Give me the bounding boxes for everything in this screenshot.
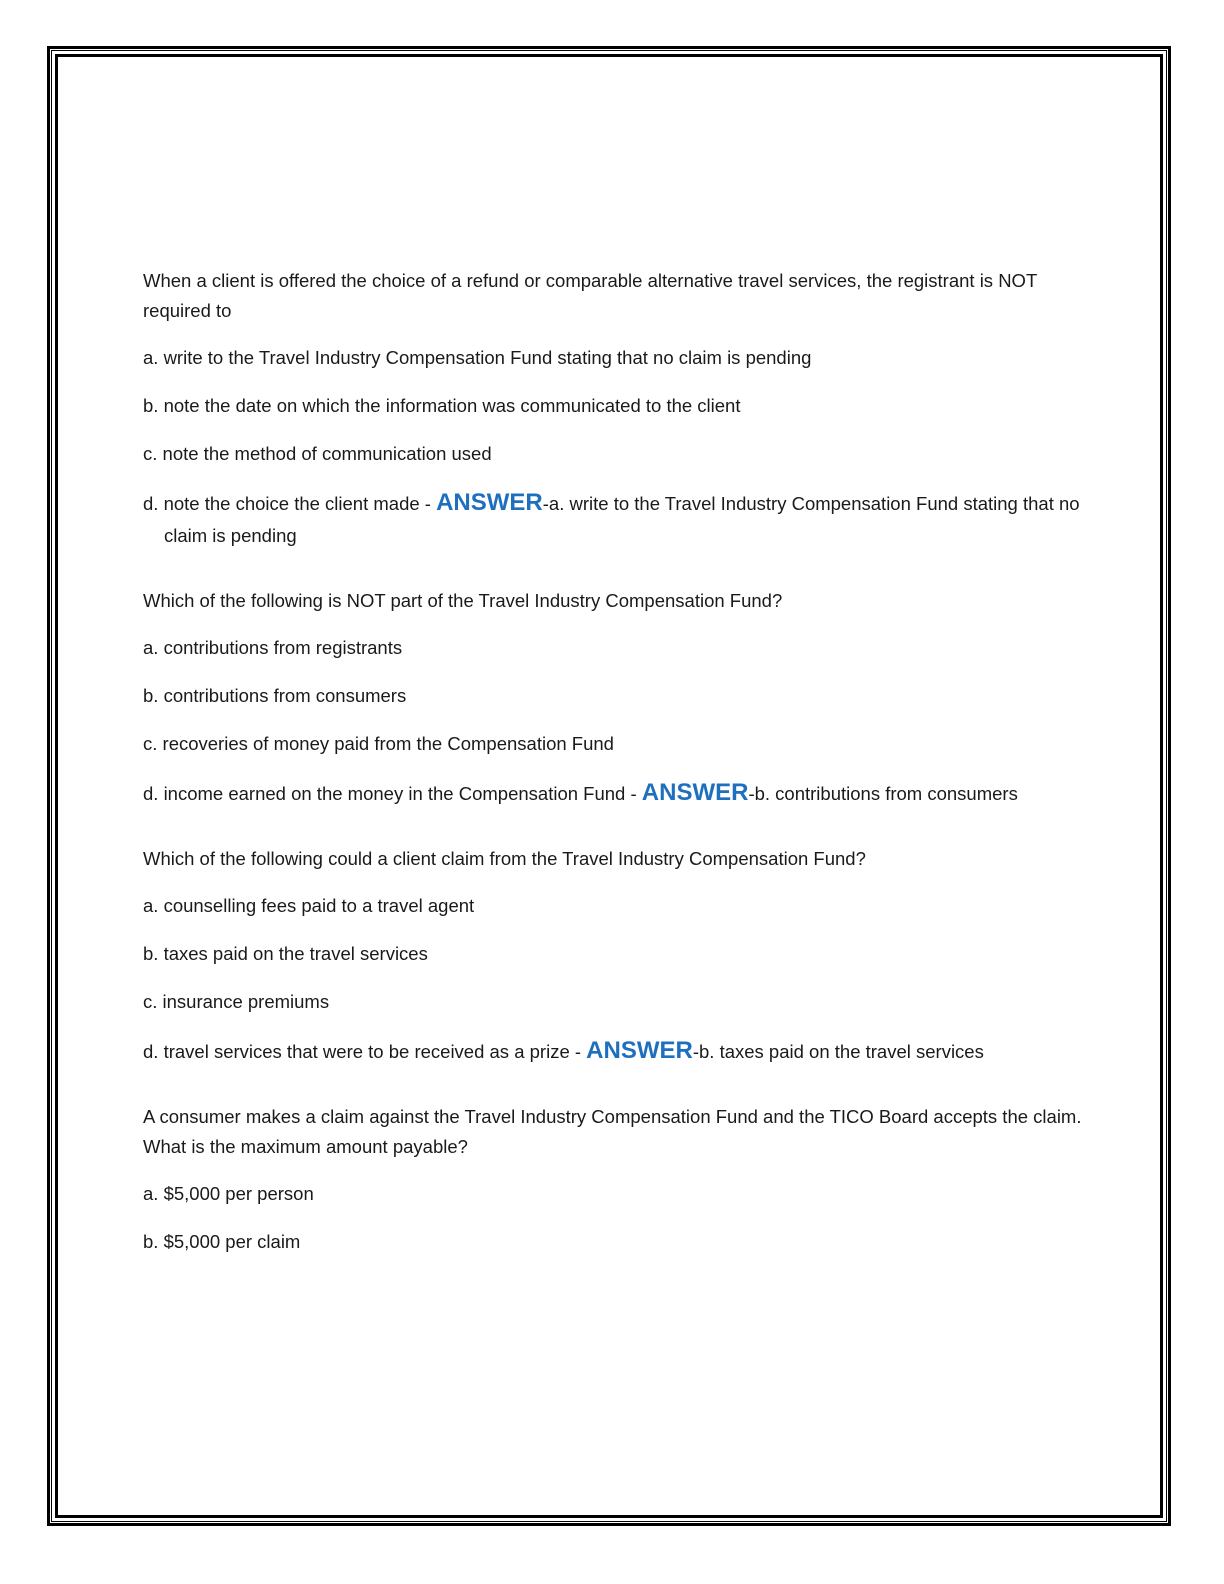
answer-text: -a. write to the Travel Industry Compensation Fund stating that no claim is pending — [164, 493, 1080, 546]
option-c: c. note the method of communication used — [143, 443, 492, 464]
answer-text: -b. taxes paid on the travel services — [692, 1041, 984, 1062]
question-text: Which of the following is NOT part of the Travel Industry Compensation Fund? — [143, 590, 783, 611]
option-d: d. note the choice the client made - — [143, 493, 437, 514]
document-body — [143, 266, 1083, 1291]
question-text: Which of the following could a client claim from the Travel Industry Compensation Fund? — [143, 848, 866, 869]
option-b: b. note the date on which the information was communicated to the client — [143, 395, 741, 416]
option-b: b. contributions from consumers — [143, 685, 407, 706]
answer-label: ANSWER — [436, 489, 543, 516]
option-b: b. taxes paid on the travel services — [143, 943, 428, 964]
question-3 — [143, 844, 1083, 1068]
option-c: c. recoveries of money paid from the Compensation Fund — [143, 733, 614, 754]
option-a: a. contributions from registrants — [143, 637, 403, 658]
option-a: a. $5,000 per person — [143, 1183, 314, 1204]
option-a: a. write to the Travel Industry Compensation Fund stating that no claim is pending — [143, 347, 812, 368]
option-d: d. travel services that were to be received as a prize - — [143, 1041, 587, 1062]
option-d-with-answer — [143, 1035, 1083, 1068]
option-d-with-answer — [143, 487, 1083, 552]
option-a: a. counselling fees paid to a travel agent — [143, 895, 475, 916]
answer-label: ANSWER — [641, 779, 749, 806]
option-d: d. income earned on the money in the Compensation Fund - — [143, 783, 642, 804]
question-4 — [143, 1102, 1083, 1257]
answer-text: -b. contributions from consumers — [748, 783, 1018, 804]
question-text: A consumer makes a claim against the Travel Industry Compensation Fund and the TICO Board accepts the claim. What is the maximum amount payable? — [143, 1106, 1082, 1157]
question-text: When a client is offered the choice of a refund or comparable alternative travel services, the registrant is NOT required to — [143, 270, 1037, 321]
answer-label: ANSWER — [586, 1037, 693, 1064]
option-b: b. $5,000 per claim — [143, 1231, 301, 1252]
option-d-with-answer — [143, 777, 1083, 810]
question-1 — [143, 266, 1083, 552]
question-2 — [143, 586, 1083, 810]
option-c: c. insurance premiums — [143, 991, 330, 1012]
